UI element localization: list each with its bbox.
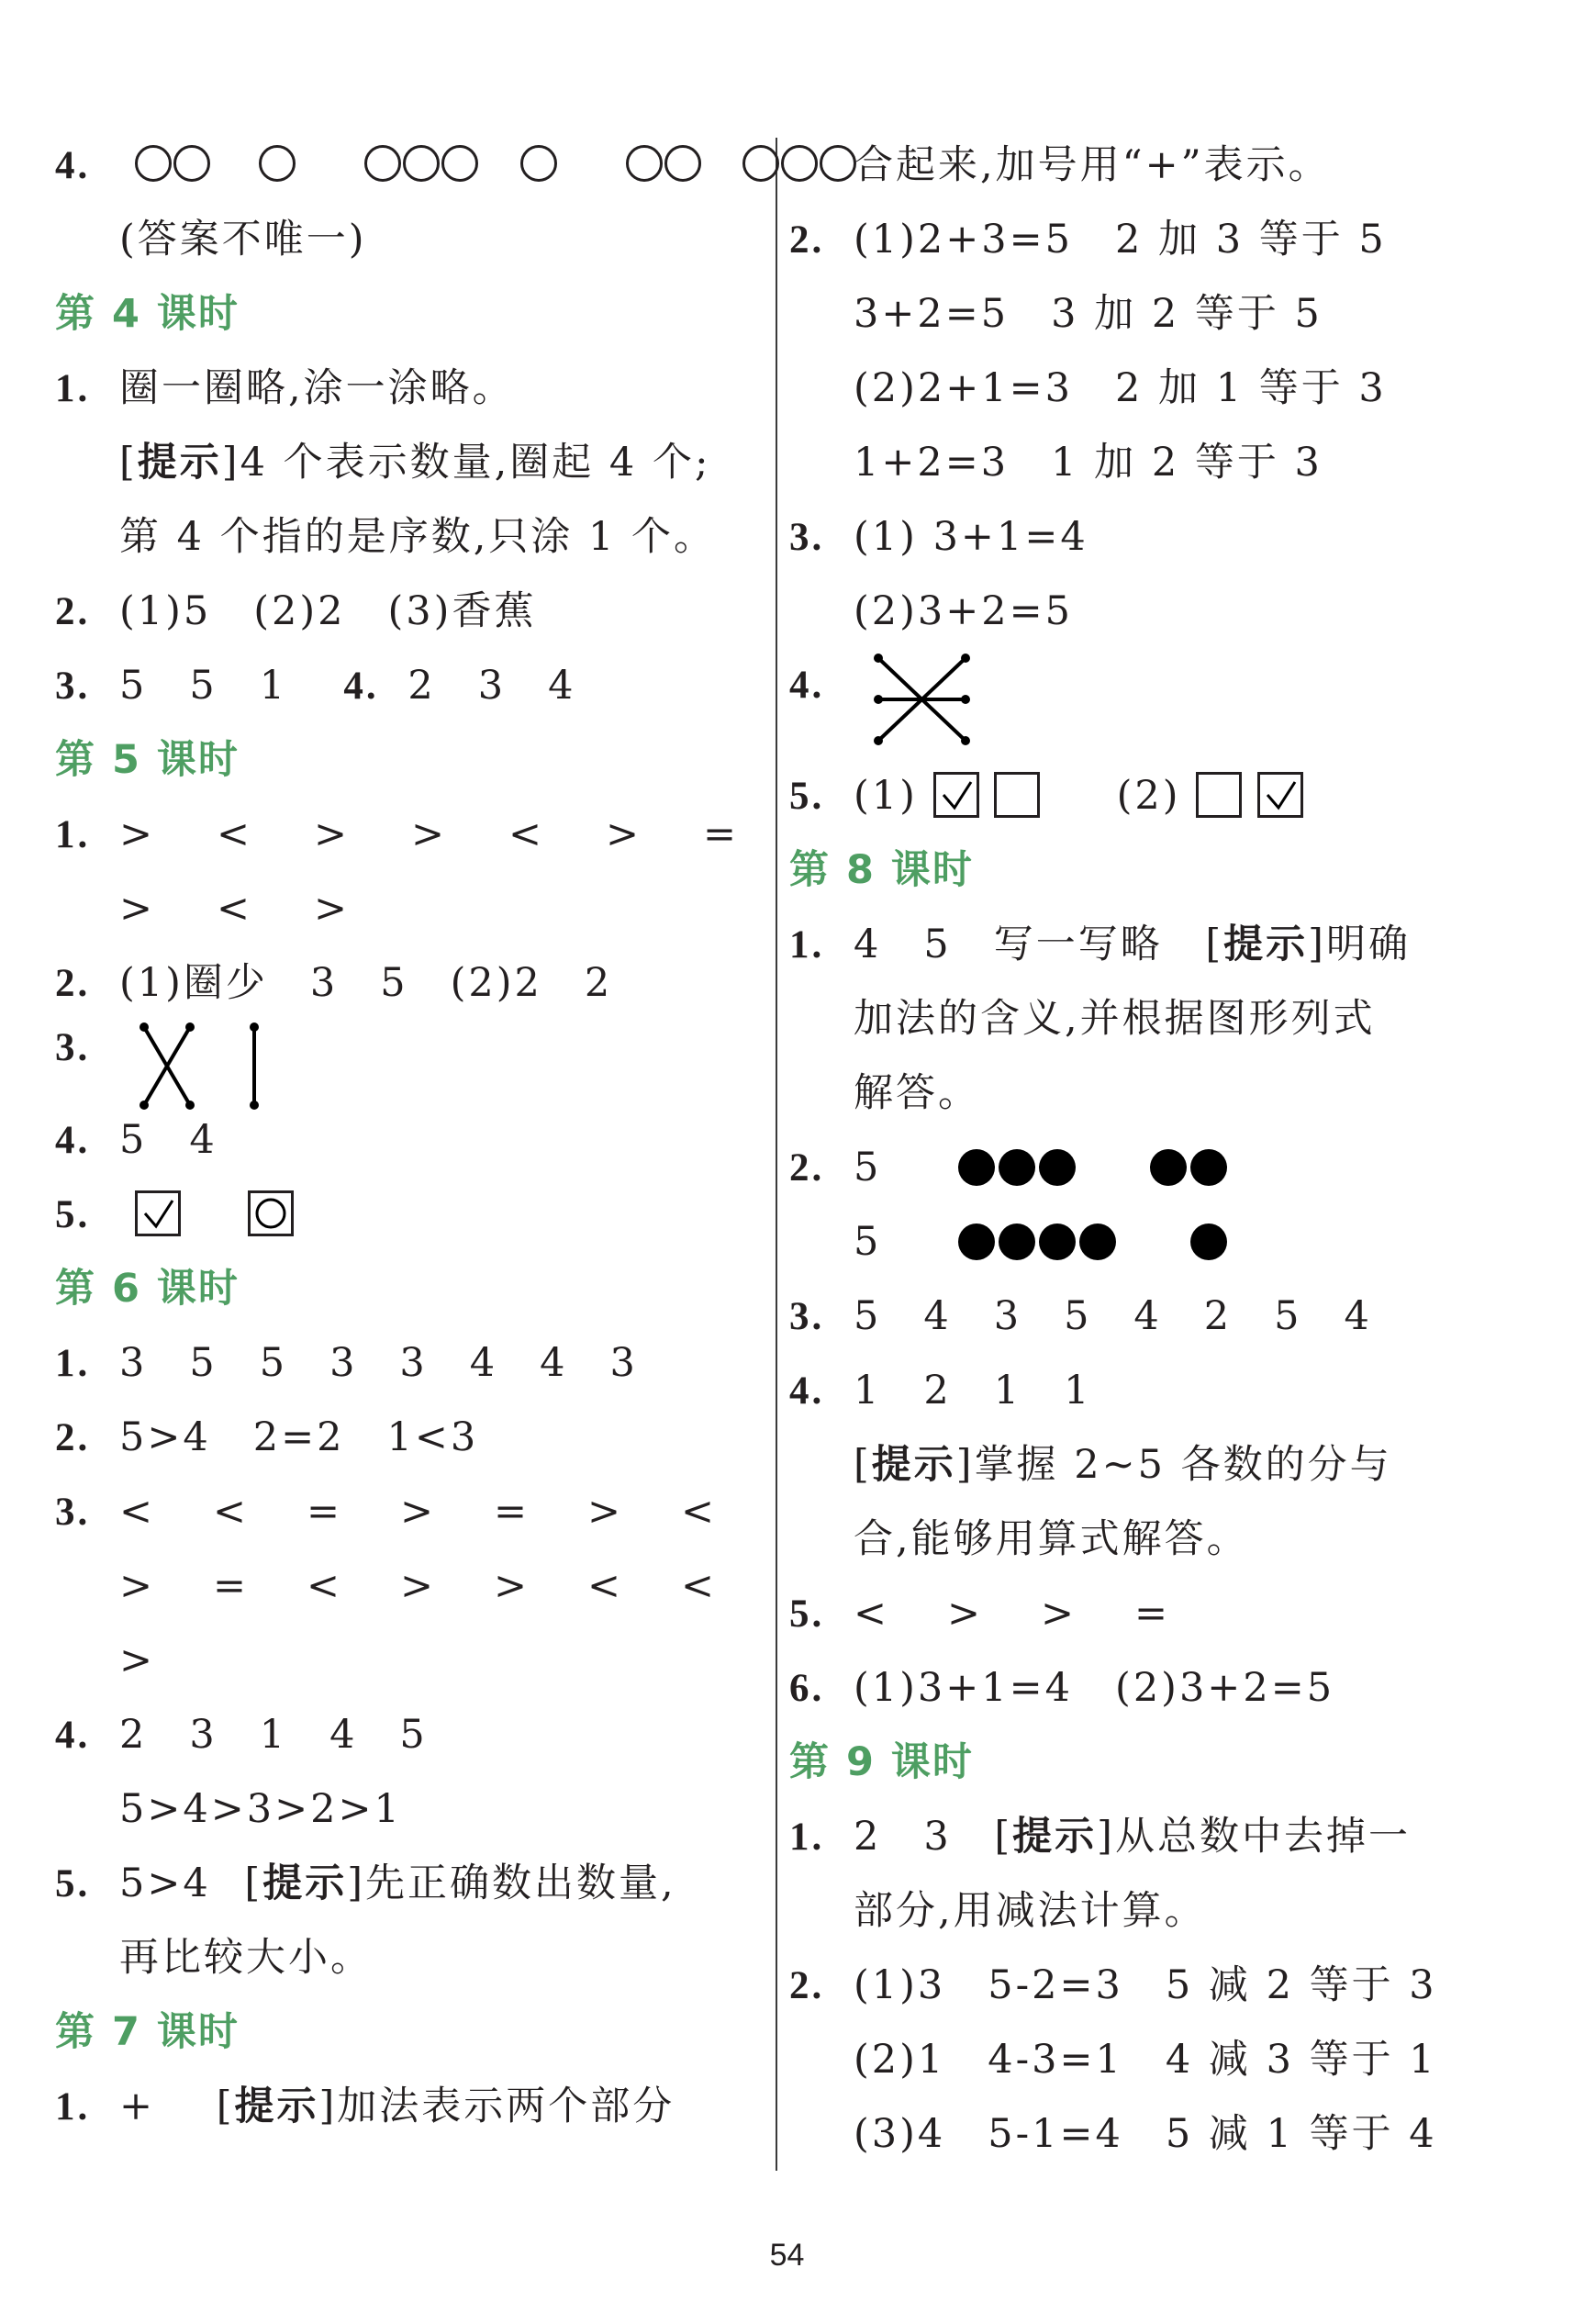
circle-group-5: [626, 142, 703, 188]
comparison-symbol: >: [947, 1591, 984, 1637]
hint-row-cont: 加法的含义,并根据图形列式: [854, 996, 1376, 1042]
symbol-row: [55, 872, 762, 946]
hint-row-cont: 部分,用减法计算。: [854, 1888, 1207, 1934]
lesson-heading-7: 第 7 课时: [55, 2009, 240, 2055]
item-number: 5.: [55, 1193, 91, 1236]
item-number: 2.: [789, 1146, 825, 1190]
symbol-row: [789, 1577, 1514, 1651]
column-divider: [776, 138, 777, 2171]
item-number: 4.: [789, 664, 825, 707]
comparison-symbol: <: [681, 1563, 718, 1609]
item-number: 5.: [55, 1862, 91, 1905]
item-number: 4.: [789, 1369, 825, 1413]
comparison-symbol: >: [119, 1563, 156, 1609]
answer-text: 3 5 5 3 3 4 4 3: [119, 1340, 638, 1386]
item-number: 4.: [55, 1119, 91, 1162]
dot-group: [1150, 1145, 1231, 1190]
answer-text: 5: [854, 1145, 882, 1190]
item-number: 3.: [55, 1491, 91, 1534]
item-number: 3.: [789, 516, 825, 559]
cross-figure: [869, 649, 979, 750]
comparison-symbol: >: [119, 886, 156, 932]
comparison-symbol: >: [119, 811, 156, 857]
hint-text: 先正确数出数量,: [364, 1860, 676, 1906]
comparison-symbol: <: [217, 811, 253, 857]
item-number: 4.: [55, 1714, 91, 1757]
comparison-symbol: <: [508, 811, 545, 857]
cross-lines-figure: [135, 1022, 291, 1114]
answer-text: (2)2+1=3 2 加 1 等于 3: [854, 365, 1387, 411]
hint-row-cont: 解答。: [854, 1070, 980, 1116]
comparison-symbol: =: [213, 1563, 250, 1609]
item-number: 2.: [789, 1964, 825, 2007]
hint-label: 提示: [1223, 922, 1309, 967]
answer-text: 3+2=5 3 加 2 等于 5: [854, 291, 1323, 337]
hint-text: 4 个表示数量,圈起 4 个;: [240, 440, 711, 486]
answer-row: 5. 5>4 [提示]先正确数出数量,: [55, 1847, 762, 1921]
hint-label: 提示: [137, 440, 222, 486]
answer-row: [789, 1279, 1514, 1354]
dot-group: [958, 1219, 1120, 1265]
lesson-heading-9: 第 9 课时: [789, 1739, 974, 1785]
comparison-symbol: >: [314, 811, 351, 857]
item-number: 3.: [55, 1026, 91, 1069]
answer-text: (1)3+1=4 (2)3+2=5: [854, 1665, 1335, 1711]
checked-box: [135, 1190, 181, 1236]
item-number: 1.: [55, 367, 91, 410]
empty-box: [1196, 772, 1242, 818]
comparison-symbol: >: [119, 1637, 156, 1683]
answer-row: 1. 2 3 [提示]从总数中去掉一: [789, 1800, 1514, 1874]
item-number: 2.: [789, 218, 825, 262]
comparison-symbol: <: [217, 886, 253, 932]
answer-row: [789, 759, 1514, 833]
comparison-symbol: =: [307, 1489, 343, 1535]
item-number: 6.: [789, 1667, 825, 1710]
answer-text: 2 3 1 4 5: [119, 1712, 428, 1758]
comparison-symbol: >: [411, 811, 448, 857]
hint-text: 明确: [1325, 922, 1411, 967]
comparison-symbol: >: [494, 1563, 530, 1609]
answer-row: [55, 1103, 762, 1178]
comparison-symbol: <: [854, 1591, 890, 1637]
answer-text: (2)1 4-3=1 4 减 3 等于 1: [854, 2037, 1437, 2083]
comparison-symbol: >: [400, 1489, 437, 1535]
item-number: 5.: [789, 775, 825, 818]
answer-row: [55, 1178, 762, 1252]
item-number: 1.: [55, 1342, 91, 1385]
hint-label: 提示: [234, 2084, 319, 2129]
circle-in-box: [248, 1190, 294, 1236]
answer-text: (2)3+2=5: [854, 588, 1074, 634]
continued-text: 合起来,加号用“+”表示。: [854, 142, 1331, 188]
answer-row: 1. 4 5 写一写略 [提示]明确: [789, 908, 1514, 982]
lesson-heading-5: 第 5 课时: [55, 737, 240, 783]
hint-row-cont: 再比较大小。: [119, 1935, 373, 1981]
answer-text: (1)2+3=5 2 加 3 等于 5: [854, 217, 1387, 263]
item-number: 1.: [55, 2085, 91, 2128]
hint-label: 提示: [1012, 1814, 1098, 1860]
answer-4-circles: [55, 128, 762, 203]
comparison-symbol: <: [587, 1563, 624, 1609]
item-number: 1.: [55, 813, 91, 856]
answer-text: 圈一圈略,涂一涂略。: [119, 365, 515, 411]
answer-row: [55, 575, 762, 649]
answer-text: (1)5 (2)2 (3)香蕉: [119, 588, 537, 634]
answer-row: [55, 1326, 762, 1401]
checked-box: [933, 772, 979, 818]
answer-text: +: [119, 2084, 156, 2129]
comparison-symbol: =: [1134, 1591, 1171, 1637]
dots-row: [789, 1131, 1514, 1205]
hint-row: [提示]掌握 2~5 各数的分与: [854, 1442, 1392, 1488]
comparison-symbol: >: [587, 1489, 624, 1535]
right-column: [789, 128, 1514, 2172]
comparison-symbol: =: [494, 1489, 530, 1535]
comparison-symbol: >: [606, 811, 642, 857]
left-column: [55, 128, 762, 2144]
answer-row: [55, 1698, 762, 1772]
answer-note: (答案不唯一): [119, 217, 367, 263]
item-number: 1.: [789, 1816, 825, 1859]
hint-row-cont: 合,能够用算式解答。: [854, 1516, 1249, 1562]
item-number: 4.: [343, 665, 379, 708]
answer-row: [55, 352, 762, 426]
answer-text: 2 3 4: [407, 663, 576, 709]
answer-row: [55, 649, 762, 723]
answer-text: (1)圈少 3 5 (2)2 2: [119, 960, 613, 1006]
answer-text: 1 2 1 1: [854, 1368, 1092, 1413]
comparison-symbol: >: [400, 1563, 437, 1609]
answer-text: 5>4>3>2>1: [119, 1786, 402, 1832]
item-number: 2.: [55, 962, 91, 1005]
answer-row: [55, 1401, 762, 1475]
item-number: 2.: [55, 1416, 91, 1459]
hint-label: 提示: [262, 1860, 348, 1906]
circle-group-1: [135, 142, 212, 188]
answer-text: (2): [1116, 773, 1181, 819]
hint-text: 加法表示两个部分: [337, 2084, 675, 2129]
hint-row-cont: 第 4 个指的是序数,只涂 1 个。: [119, 514, 717, 560]
comparison-symbol: <: [681, 1489, 718, 1535]
lesson-heading-8: 第 8 课时: [789, 847, 974, 893]
hint-row: [提示]4 个表示数量,圈起 4 个;: [119, 440, 711, 486]
comparison-symbol: =: [703, 811, 740, 857]
symbol-list: [119, 1489, 775, 1535]
dot-group: [958, 1145, 1079, 1190]
item-number: 1.: [789, 923, 825, 966]
answer-row: [55, 946, 762, 1021]
answer-text: 5: [854, 1219, 882, 1265]
answer-text: (1): [854, 773, 918, 819]
item-number: 2.: [55, 590, 91, 633]
comparison-symbol: <: [119, 1489, 156, 1535]
answer-text: 5 4: [119, 1117, 218, 1163]
answer-row: [789, 1354, 1514, 1428]
answer-text: 5 5 1: [119, 663, 288, 709]
answer-row: [789, 1651, 1514, 1726]
answer-text: 4 5 写一写略: [854, 922, 1163, 967]
dot-group: [1190, 1219, 1231, 1265]
answer-text: 2 3: [854, 1814, 952, 1860]
answer-text: 5>4: [119, 1860, 211, 1906]
dots-row: [789, 1205, 1514, 1279]
answer-row: [789, 500, 1514, 575]
item-number: 5.: [789, 1592, 825, 1636]
answer-text: (1) 3+1=4: [854, 514, 1088, 560]
matching-figure-row: [789, 649, 1514, 750]
hint-label: 提示: [871, 1442, 956, 1488]
comparison-symbol: <: [307, 1563, 343, 1609]
symbol-list: [854, 1591, 1228, 1637]
answer-row: [789, 1949, 1514, 2023]
page-number: 54: [769, 2238, 805, 2273]
circle-group-4: [520, 142, 559, 188]
answer-row: [789, 203, 1514, 277]
symbol-row: [55, 1624, 762, 1698]
circle-group-3: [364, 142, 480, 188]
hint-text: 从总数中去掉一: [1114, 1814, 1411, 1860]
empty-box: [994, 772, 1040, 818]
item-number: 4.: [55, 144, 91, 187]
checked-box: [1257, 772, 1303, 818]
answer-text: 5 4 3 5 4 2 5 4: [854, 1293, 1372, 1339]
lesson-heading-4: 第 4 课时: [55, 291, 240, 337]
item-number: 3.: [789, 1295, 825, 1338]
lesson-heading-6: 第 6 课时: [55, 1266, 240, 1312]
comparison-symbol: <: [213, 1489, 250, 1535]
answer-row: 1. + [提示]加法表示两个部分: [55, 2070, 762, 2144]
answer-text: 1+2=3 1 加 2 等于 3: [854, 440, 1323, 486]
symbol-row: [55, 1475, 762, 1549]
symbol-list: [119, 811, 800, 857]
symbol-row: [55, 1549, 762, 1624]
item-number: 3.: [55, 665, 91, 708]
comparison-symbol: >: [1041, 1591, 1077, 1637]
comparison-symbol: >: [314, 886, 351, 932]
circle-group-2: [259, 142, 297, 188]
hint-text: 掌握 2~5 各数的分与: [974, 1442, 1392, 1488]
symbol-row: [55, 798, 762, 872]
answer-text: 5>4 2=2 1<3: [119, 1414, 479, 1460]
answer-text: (1)3 5-2=3 5 减 2 等于 3: [854, 1962, 1437, 2008]
answer-text: (3)4 5-1=4 5 减 1 等于 4: [854, 2111, 1437, 2157]
